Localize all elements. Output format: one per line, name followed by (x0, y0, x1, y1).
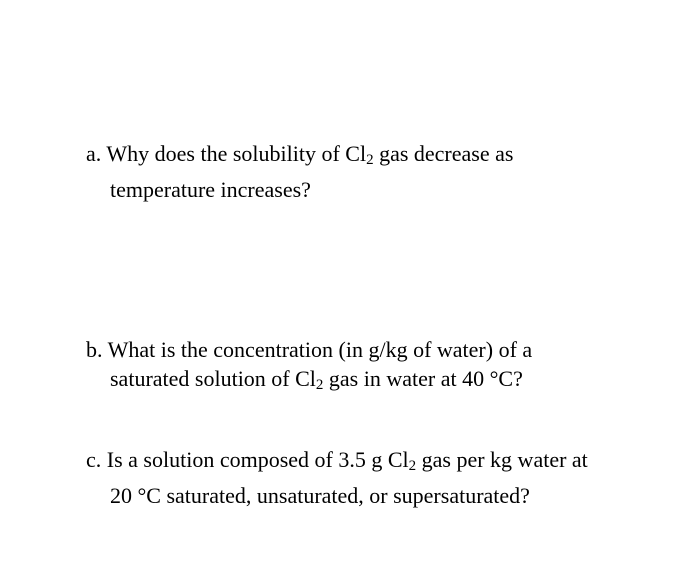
question-b-line-1 (86, 335, 532, 364)
question-c-line-2: 20 °C saturated, unsaturated, or supersaturated? (110, 483, 530, 508)
question-c-line-1 (86, 445, 588, 481)
question-b-line-2 (86, 364, 532, 400)
question-a-letter: a. (86, 141, 102, 166)
question-b-text-end: gas in water at 40 °C? (323, 366, 523, 391)
question-c (86, 445, 588, 510)
chlorine-subscript: 2 (315, 377, 324, 393)
chlorine-subscript: 2 (408, 458, 417, 474)
question-a-text-start: Why does the solubility of Cl (101, 141, 367, 166)
question-a-line-1 (86, 139, 513, 175)
question-c-text-end: gas per kg water at (416, 447, 588, 472)
chlorine-subscript: 2 (366, 152, 374, 168)
question-b-text: What is the concentration (in g/kg of water) of a (102, 337, 533, 362)
question-c-text-start: Is a solution composed of 3.5 g Cl (101, 447, 409, 472)
question-a-text-end: gas decrease as (373, 141, 514, 166)
question-a (86, 139, 513, 204)
question-c-letter: c. (86, 447, 102, 472)
question-b (86, 335, 532, 400)
question-b-text-start: saturated solution of Cl (110, 366, 316, 391)
question-a-line-2: temperature increases? (110, 177, 311, 202)
question-b-letter: b. (86, 337, 103, 362)
